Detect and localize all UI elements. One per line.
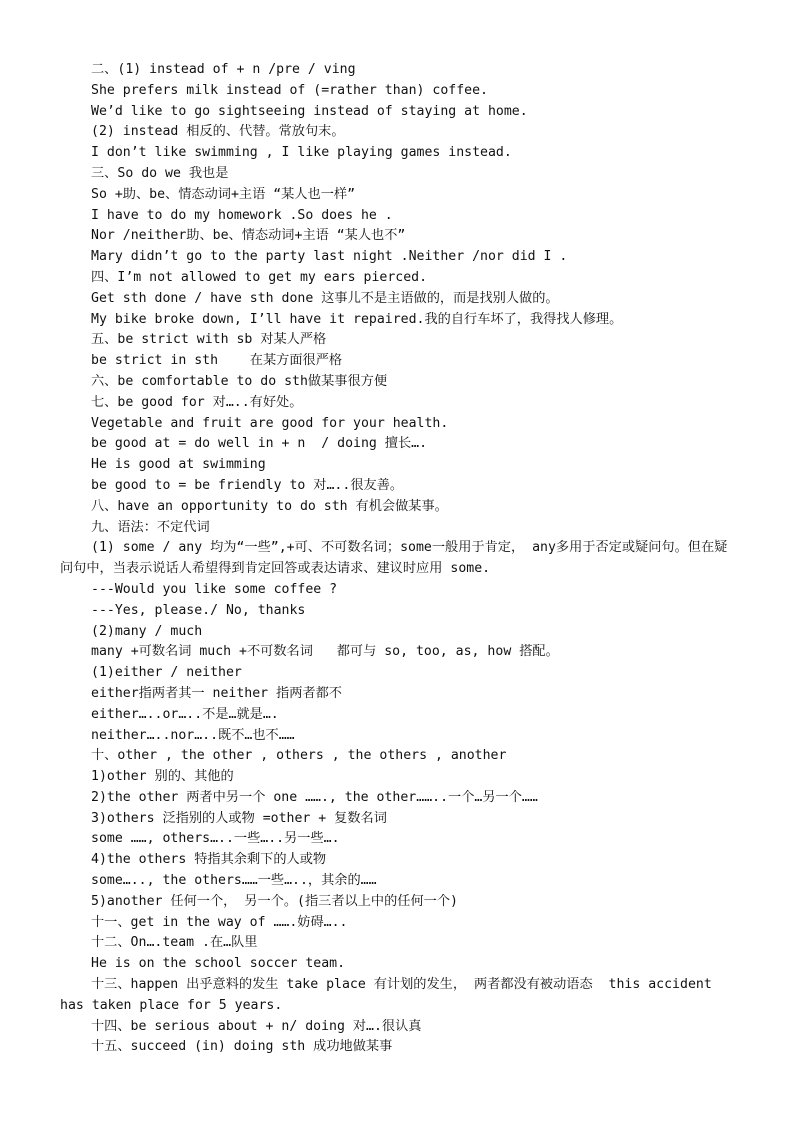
text-line-13: My bike broke down, I’ll have it repaired.我的自行车坏了，我得找人修理。 bbox=[91, 311, 623, 327]
text-paragraph-24: (1) some / any 均为“一些”,+可、不可数名词；some一般用于肯定， any多用于否定或疑问句。但在疑问句中，当表示说话人希望得到肯定回答或表达请求、建议时应用 some. bbox=[60, 540, 728, 577]
text-line-28: many +可数名词 much +不可数名词 都可与 so, too, as, how 搭配。 bbox=[91, 644, 559, 660]
text-line-21: be good to = be friendly to 对…..很友善。 bbox=[91, 477, 404, 493]
text-line-38: 4)the others 特指其余剩下的人或物 bbox=[91, 852, 327, 868]
text-line-30: either指两者其一 neither 指两者都不 bbox=[91, 685, 342, 701]
text-line-6: 三、So do we 我也是 bbox=[91, 165, 229, 181]
text-line-27: (2)many / much bbox=[91, 623, 203, 639]
text-line-7: So +助、be、情态动词+主语 “某人也一样” bbox=[91, 186, 356, 202]
text-line-41: 十一、get in the way of …….妨碍….. bbox=[91, 914, 348, 930]
text-line-16: 六、be comfortable to do sth做某事很方便 bbox=[91, 373, 388, 389]
text-line-36: 3)others 泛指别的人或物 =other + 复数名词 bbox=[91, 810, 387, 826]
text-line-42: 十二、On….team .在…队里 bbox=[91, 935, 258, 951]
text-line-8: I have to do my homework .So does he . bbox=[91, 207, 393, 223]
text-line-33: 十、other , the other , others , the others , another bbox=[91, 748, 507, 764]
document-page bbox=[0, 60, 794, 1058]
text-line-20: He is good at swimming bbox=[91, 457, 266, 473]
text-line-31: either…..or…..不是…就是…. bbox=[91, 706, 279, 722]
text-line-14: 五、be strict with sb 对某人严格 bbox=[91, 332, 327, 348]
text-line-17: 七、be good for 对…..有好处。 bbox=[91, 394, 303, 410]
text-line-34: 1)other 别的、其他的 bbox=[91, 769, 234, 785]
text-line-26: ---Yes, please./ No, thanks bbox=[91, 602, 306, 618]
text-line-10: Mary didn’t go to the party last night .Neither /nor did I . bbox=[91, 249, 568, 265]
text-line-15: be strict in sth 在某方面很严格 bbox=[91, 353, 343, 369]
text-line-1: 二、(1) instead of + n /pre / ving bbox=[91, 62, 356, 77]
text-line-19: be good at = do well in + n / doing 擅长…. bbox=[91, 436, 428, 452]
text-line-5: I don’t like swimming , I like playing games instead. bbox=[91, 145, 512, 161]
text-line-37: some ……, others…..一些…..另一些…. bbox=[91, 831, 340, 847]
text-line-11: 四、I’m not allowed to get my ears pierced. bbox=[91, 269, 428, 285]
text-line-39: some….., the others……一些…..，其余的…… bbox=[91, 873, 377, 889]
text-line-3: We’d like to go sightseeing instead of staying at home. bbox=[91, 103, 528, 119]
text-line-2: She prefers milk instead of (=rather than) coffee. bbox=[91, 82, 488, 98]
text-line-4: (2) instead 相反的、代替。常放句末。 bbox=[91, 124, 345, 140]
text-line-12: Get sth done / have sth done 这事儿不是主语做的，而是找别人做的。 bbox=[91, 290, 559, 306]
text-line-43: He is on the school soccer team. bbox=[91, 956, 346, 972]
text-line-32: neither…..nor…..既不…也不…… bbox=[91, 727, 295, 743]
text-line-45: 十四、be serious about + n/ doing 对….很认真 bbox=[91, 1018, 422, 1034]
text-line-18: Vegetable and fruit are good for your health. bbox=[91, 415, 449, 431]
text-paragraph-44: 十三、happen 出乎意料的发生 take place 有计划的发生， 两者都没有被动语态 this accident has taken place for 5 years. bbox=[60, 977, 720, 1013]
text-line-46: 十五、succeed (in) doing sth 成功地做某事 bbox=[91, 1039, 393, 1055]
text-line-29: (1)either / neither bbox=[91, 665, 242, 681]
text-line-22: 八、have an opportunity to do sth 有机会做某事。 bbox=[91, 498, 448, 514]
text-line-9: Nor /neither助、be、情态动词+主语 “某人也不” bbox=[91, 228, 406, 244]
text-line-35: 2)the other 两者中另一个 one ……., the other……..一个…另一个…… bbox=[91, 789, 538, 805]
text-line-23: 九、语法：不定代词 bbox=[91, 519, 210, 535]
text-line-25: ---Would you like some coffee ? bbox=[91, 581, 338, 597]
text-line-40: 5)another 任何一个， 另一个。(指三者以上中的任何一个) bbox=[91, 893, 458, 909]
